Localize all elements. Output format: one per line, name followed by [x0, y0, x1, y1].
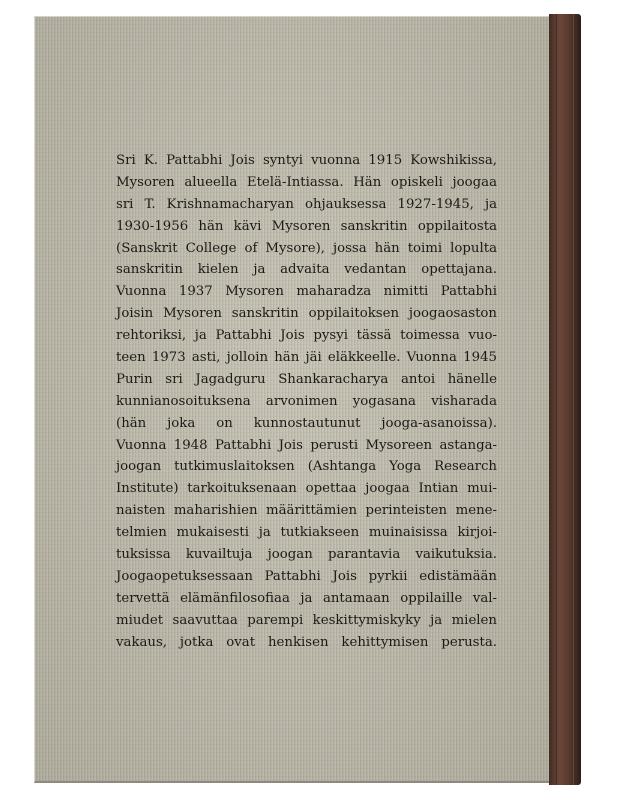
- blurb-line: Mysoren alueella Etelä-Intiassa. Hän opiskeli joogaa: [116, 174, 497, 190]
- blurb-line: Institute) tarkoituksenaan opettaa joogaa Intian mui-: [116, 481, 497, 497]
- blurb-line: teen 1973 asti, jolloin hän jäi eläkkeelle. Vuonna 1945: [116, 350, 497, 366]
- blurb-line: Purin sri Jagadguru Shankaracharya antoi hänelle: [116, 371, 497, 387]
- blurb-line: Vuonna 1948 Pattabhi Jois perusti Mysoreen astanga-: [116, 437, 497, 453]
- blurb-line: Vuonna 1937 Mysoren maharadza nimitti Pattabhi: [116, 284, 497, 300]
- spine-groove-left: [556, 14, 558, 785]
- book-spine: [549, 14, 581, 785]
- blurb-line: miudet saavuttaa parempi keskittymiskyky ja mielen: [116, 612, 497, 628]
- blurb-line: kunnianosoituksena arvonimen yogasana visharada: [116, 393, 497, 409]
- blurb-line: sanskritin kielen ja advaita vedantan opettajana.: [116, 262, 497, 278]
- blurb-line: vakaus, jotka ovat henkisen kehittymisen perusta.: [116, 634, 497, 650]
- blurb-line: (hän joka on kunnostautunut jooga-asanoissa).: [116, 415, 497, 431]
- blurb-line: sri T. Krishnamacharyan ohjauksessa 1927-1945, ja: [116, 196, 497, 212]
- blurb-line: Joogaopetuksessaan Pattabhi Jois pyrkii edistämään: [116, 568, 497, 584]
- blurb-line: Sri K. Pattabhi Jois syntyi vuonna 1915 Kowshikissa,: [116, 153, 497, 168]
- blurb-line: tuksissa kuvailtuja joogan parantavia vaikutuksia.: [116, 547, 497, 563]
- blurb-line: Joisin Mysoren sanskritin oppilaitoksen joogaosaston: [116, 306, 497, 322]
- blurb-line: joogan tutkimuslaitoksen (Ashtanga Yoga Research: [116, 459, 497, 475]
- author-biography-blurb: [116, 150, 497, 653]
- blurb-line: 1930-1956 hän kävi Mysoren sanskritin oppilaitosta: [116, 218, 497, 234]
- blurb-line: naisten maharishien määrittämien perinteisten mene-: [116, 503, 497, 519]
- spine-groove-right: [573, 14, 575, 785]
- blurb-line: telmien mukaisesti ja tutkiakseen muinaisissa kirjoi-: [116, 525, 497, 541]
- blurb-line: rehtoriksi, ja Pattabhi Jois pysyi tässä toimessa vuo-: [116, 328, 497, 344]
- blurb-line: tervettä elämänfilosofiaa ja antamaan oppilaille val-: [116, 590, 497, 606]
- blurb-line: (Sanskrit College of Mysore), jossa hän toimi lopulta: [116, 240, 497, 256]
